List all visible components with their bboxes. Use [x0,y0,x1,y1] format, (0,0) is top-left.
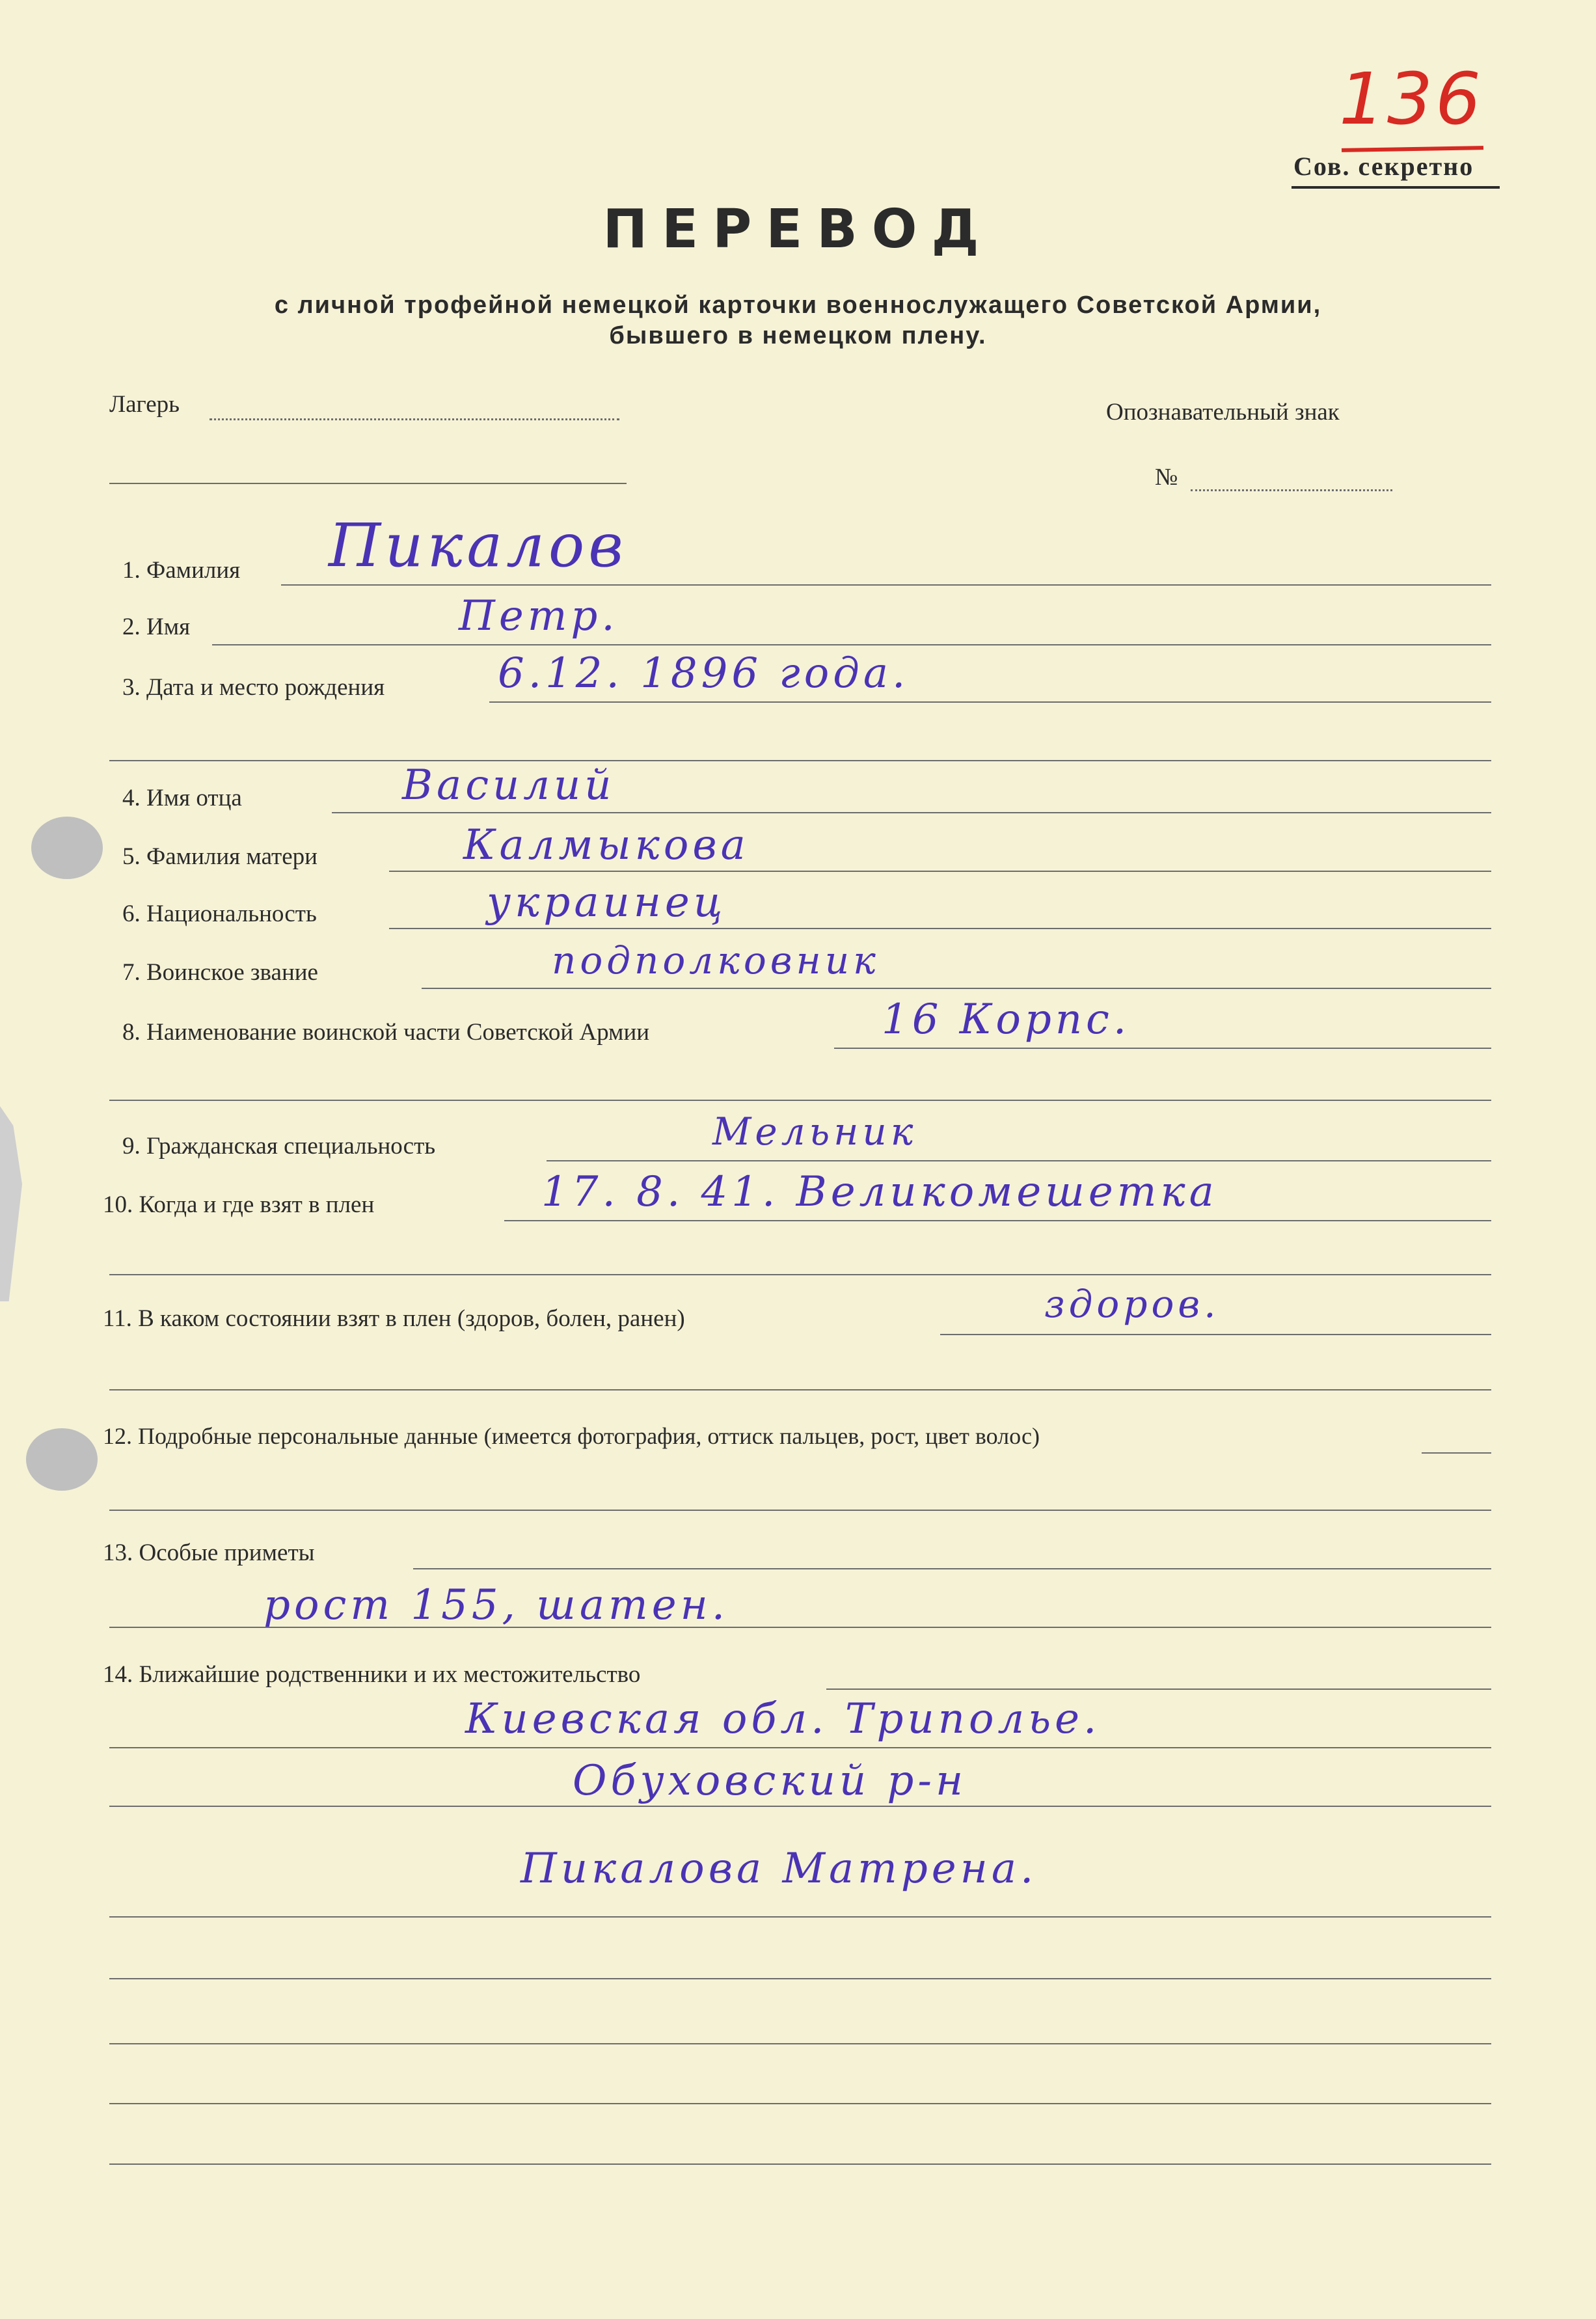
field-line-features [413,1568,1491,1569]
field-label-relatives: 14. Ближайшие родственники и их местожительство [103,1661,641,1688]
field-label-mother: 5. Фамилия матери [122,843,318,870]
field-value-nationality: украинец [487,878,727,927]
punch-hole-bottom [26,1428,98,1491]
document-number: 136 [1339,57,1483,141]
field-label-birth: 3. Дата и место рождения [122,674,385,701]
field-value-mother: Калмыкова [463,821,750,869]
field-label-surname: 1. Фамилия [122,557,241,584]
field-line-condition [940,1334,1491,1335]
relatives-rule-2 [109,1806,1491,1807]
field-value-surname: Пикалов [329,511,627,580]
field-label-name: 2. Имя [122,614,191,640]
field-value-father: Василий [402,761,615,809]
field-line-features-2 [109,1627,1491,1628]
field-label-personal-data: 12. Подробные персональные данные (имеется фотография, оттиск пальцев, рост, цвет волос) [103,1423,1040,1449]
relatives-rule-5 [109,2043,1491,2044]
field-line-captured-2 [109,1274,1491,1275]
field-label-condition: 11. В каком состоянии взят в плен (здоров, болен, ранен) [103,1305,685,1332]
classification-stamp: Сов. секретно [1293,152,1474,181]
field-line-mother [389,871,1491,872]
relatives-rule-1 [109,1747,1491,1748]
id-tag-label: Опознавательный знак [1106,399,1340,426]
camp-field-line [210,418,619,420]
field-line-condition-2 [109,1389,1491,1390]
field-label-unit: 8. Наименование воинской части Советской Армии [122,1019,650,1046]
subtitle-line-2: бывшего в немецком плену. [609,322,987,349]
field-line-profession [547,1160,1491,1161]
field-line-personal-data-2 [109,1510,1491,1511]
field-line-surname [281,584,1491,586]
field-label-nationality: 6. Национальность [122,901,317,927]
field-line-father [332,812,1491,813]
field-value-condition: здоров. [1044,1282,1220,1326]
relatives-rule-4 [109,1978,1491,1979]
page-title: ПЕРЕВОД [602,198,994,260]
field-label-features: 13. Особые приметы [103,1539,315,1566]
field-value-features: рост 155, шатен. [264,1581,729,1629]
field-label-father: 4. Имя отца [122,785,242,811]
relatives-rule-7 [109,2163,1491,2165]
camp-label: Лагерь [109,391,180,418]
field-line-relatives [826,1688,1491,1690]
field-line-unit-2 [109,1100,1491,1101]
relatives-rule-3 [109,1916,1491,1918]
camp-field-line-2 [109,483,627,484]
relatives-line-1: Киевская обл. Триполье. [465,1695,1101,1743]
punch-hole-top [31,817,103,879]
field-value-unit: 16 Корпс. [882,996,1131,1044]
field-line-birth [489,701,1491,703]
field-label-rank: 7. Воинское звание [122,959,318,986]
field-value-rank: подполковник [552,938,880,983]
subtitle-line-1: с личной трофейной немецкой карточки военнослужащего Советской Армии, [274,292,1322,319]
field-value-birth: 6.12. 1896 года. [498,649,910,698]
torn-edge [0,1106,22,1301]
field-line-nationality [389,928,1491,929]
field-label-captured: 10. Когда и где взят в плен [103,1191,375,1218]
field-line-rank [422,988,1491,989]
classification-underline [1292,186,1500,189]
field-line-name [212,644,1491,645]
relatives-rule-6 [109,2103,1491,2104]
field-label-profession: 9. Гражданская специальность [122,1133,436,1160]
field-line-captured [504,1220,1491,1221]
field-value-name: Петр. [459,592,619,640]
field-value-captured: 17. 8. 41. Великомешетка [541,1168,1218,1216]
id-number-label: № [1155,464,1178,491]
field-line-unit [834,1048,1491,1049]
field-line-personal-data [1422,1452,1491,1454]
field-line-birth-2 [109,760,1491,761]
field-value-profession: Мельник [712,1109,917,1154]
relatives-line-3: Пикалова Матрена. [521,1845,1038,1893]
relatives-line-2: Обуховский р-н [573,1757,967,1805]
id-number-line [1191,489,1392,491]
